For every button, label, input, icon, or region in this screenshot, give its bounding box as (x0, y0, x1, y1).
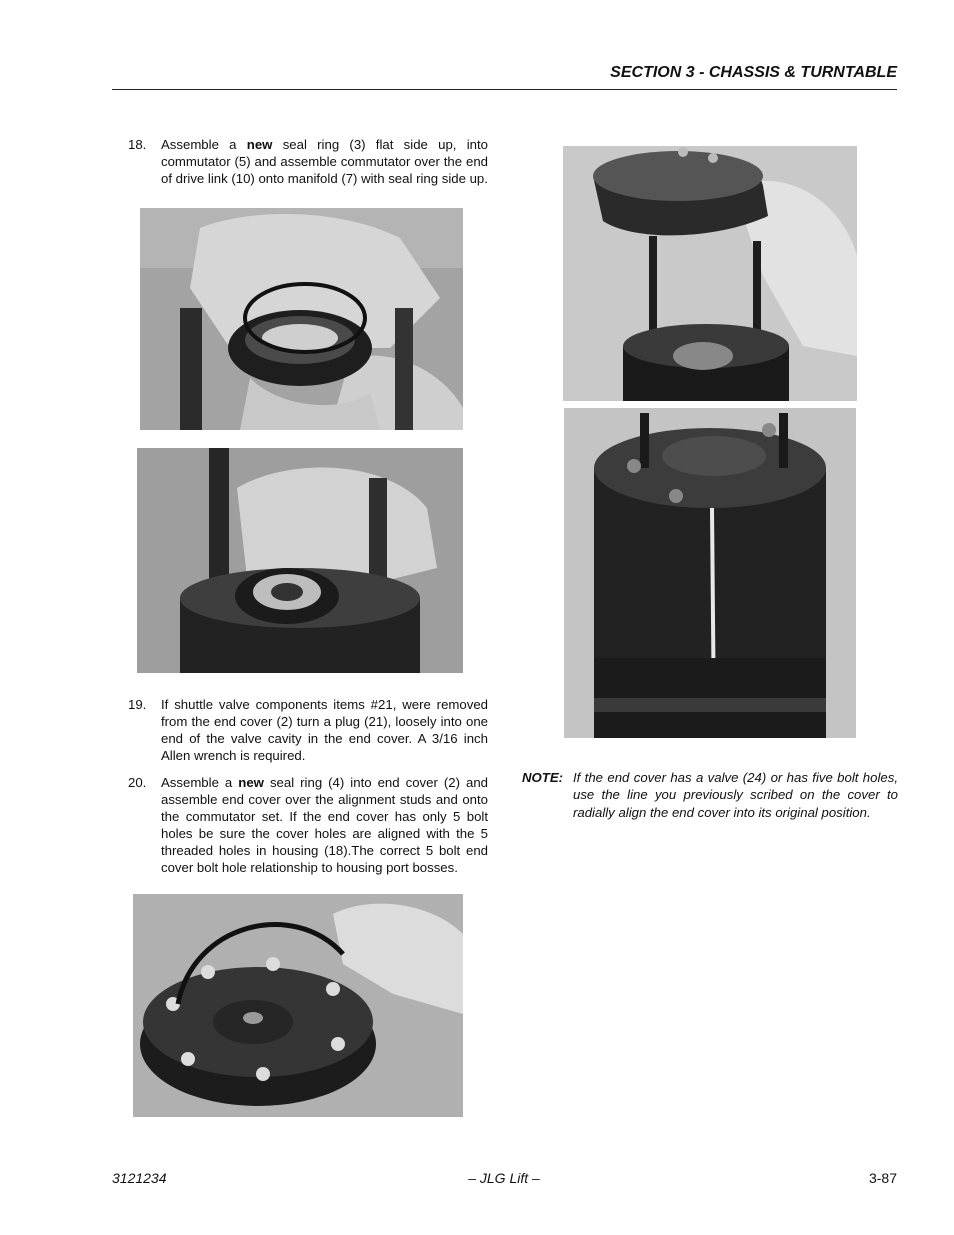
step-19 (128, 696, 488, 766)
step-number: 19. (128, 697, 147, 712)
emphasis-new: new (238, 775, 264, 790)
step-number: 18. (128, 137, 147, 152)
header-rule (112, 89, 897, 90)
footer-page-number: 3-87 (868, 1170, 897, 1186)
step-text: Assemble a new seal ring (3) flat side up, into commutator (5) and assemble commutator over the end of drive link (10) onto manifold (7) with seal ring side up. (161, 137, 488, 186)
step-text: Assemble a new seal ring (4) into end cover (2) and assemble end cover over the alignment studs and onto the commutator set. If the end cover has only 5 bolt holes be sure the cover holes are aligned with the 5 threaded holes in housing (18).The correct 5 bolt end cover bolt hole relationship to housing port bosses. (161, 775, 488, 875)
footer-center: – JLG Lift – (468, 1170, 540, 1186)
step-18 (128, 136, 488, 206)
step-text: If shuttle valve components items #21, were removed from the end cover (2) turn a plug (21), loosely into one end of the valve cavity in the end cover. A 3/16 inch Allen wrench is required. (161, 697, 488, 763)
photo-end-cover-over-studs (563, 146, 857, 401)
step-number: 20. (128, 775, 147, 790)
photo-assembled-motor-scribe-line (564, 408, 856, 738)
note-label: NOTE: (522, 770, 564, 785)
footer-doc-number: 3121234 (112, 1170, 167, 1186)
photo-seal-ring-end-cover (133, 894, 463, 1117)
note-text: If the end cover has a valve (24) or has five bolt holes, use the line you previously scribed on the cover to radially align the end cover into its original position. (573, 770, 898, 820)
photo-seal-ring-commutator (140, 208, 463, 430)
photo-commutator-drive-link (137, 448, 463, 673)
emphasis-new: new (246, 137, 273, 152)
section-title: SECTION 3 - CHASSIS & TURNTABLE (610, 64, 897, 81)
step-20 (128, 774, 488, 896)
